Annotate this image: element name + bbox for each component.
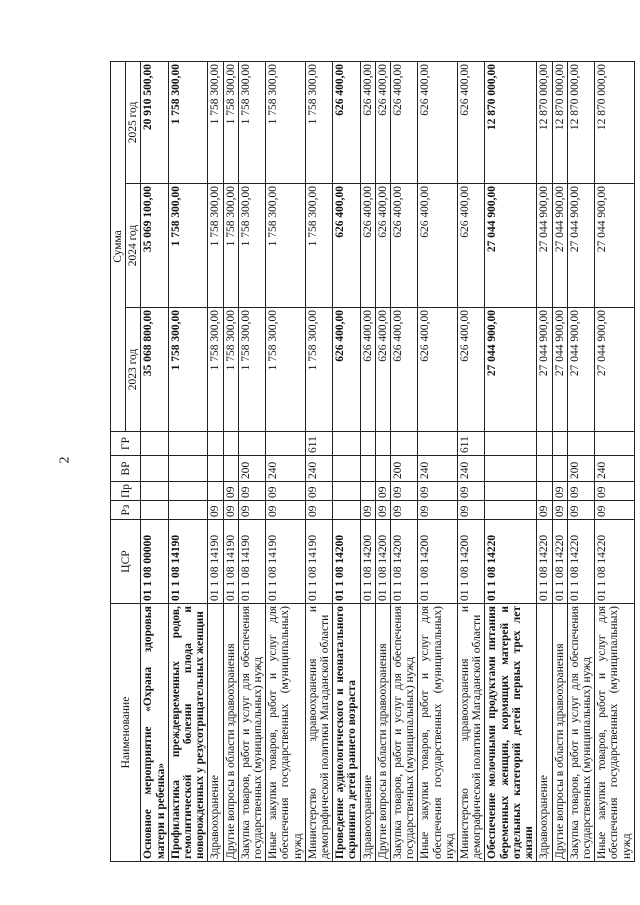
row-vr-cell: 200 [391,456,418,482]
header-name: Наименование [111,604,141,862]
row-gr-cell [391,432,418,456]
row-sum-2023-cell: 1 758 300,00 [208,308,223,432]
row-csr-cell: 01 1 08 14220 [537,520,552,604]
row-sum-2025-cell: 1 758 300,00 [305,61,332,183]
row-gr-cell [238,432,265,456]
row-sum-2024-cell: 1 758 300,00 [208,184,223,308]
row-name-cell: Закупка товаров, работ и услуг для обеспечения государственных (муниципальных) нужд [238,604,265,862]
row-rz-cell: 09 [266,501,306,520]
row-sum-2023-cell: 27 044 900,00 [567,308,594,432]
table-row [333,61,360,861]
row-sum-2025-cell: 1 758 300,00 [266,61,306,183]
row-sum-2024-cell: 35 069 100,00 [141,184,168,308]
row-csr-cell: 01 1 08 14190 [223,520,238,604]
row-name-cell: Профилактика преждевременных родов, гемолитической болезни плода и новорожденных у резусотрицательных женщин [168,604,208,862]
row-csr-cell: 01 1 08 14190 [305,520,332,604]
row-pr-cell: 09 [567,482,594,501]
table-row [552,61,567,861]
table-row [485,61,537,861]
row-vr-cell: 240 [418,456,458,482]
row-sum-2025-cell: 626 400,00 [418,61,458,183]
table-row [208,61,223,861]
row-sum-2025-cell: 1 758 300,00 [223,61,238,183]
row-vr-cell [360,456,375,482]
row-sum-2024-cell: 1 758 300,00 [223,184,238,308]
header-gr: ГР [111,432,141,456]
table-row [375,61,390,861]
row-sum-2023-cell: 626 400,00 [391,308,418,432]
row-gr-cell [168,432,208,456]
header-csr: ЦСР [111,520,141,604]
row-vr-cell: 240 [305,456,332,482]
row-name-cell: Министерство здравоохранения и демографической политики Магаданской области [305,604,332,862]
row-gr-cell [567,432,594,456]
row-csr-cell: 01 1 08 14190 [168,520,208,604]
row-gr-cell [485,432,537,456]
header-pr: Пр [111,482,141,501]
row-gr-cell [537,432,552,456]
row-vr-cell: 200 [238,456,265,482]
row-sum-2023-cell: 27 044 900,00 [485,308,537,432]
row-pr-cell [333,482,360,501]
row-rz-cell: 09 [391,501,418,520]
row-pr-cell: 09 [266,482,306,501]
row-name-cell: Здравоохранение [208,604,223,862]
row-name-cell: Здравоохранение [537,604,552,862]
row-csr-cell: 01 1 08 14200 [375,520,390,604]
row-sum-2025-cell: 626 400,00 [391,61,418,183]
row-pr-cell: 09 [595,482,635,501]
row-rz-cell [333,501,360,520]
row-rz-cell: 09 [418,501,458,520]
row-name-cell: Обеспечение молочными продуктами питания беременных женщин, кормящих матерей и отдельных категорий детей первых трех лет жизни [485,604,537,862]
row-vr-cell [168,456,208,482]
row-name-cell: Здравоохранение [360,604,375,862]
row-csr-cell: 01 1 08 14200 [333,520,360,604]
row-pr-cell: 09 [552,482,567,501]
table-row [223,61,238,861]
row-sum-2025-cell: 12 870 000,00 [537,61,552,183]
row-sum-2024-cell: 626 400,00 [375,184,390,308]
row-sum-2024-cell: 626 400,00 [458,184,485,308]
row-gr-cell [333,432,360,456]
row-csr-cell: 01 1 08 14200 [418,520,458,604]
row-rz-cell: 09 [458,501,485,520]
row-name-cell: Иные закупки товаров, работ и услуг для обеспечения государственных (муниципальных) нужд [595,604,635,862]
row-sum-2024-cell: 1 758 300,00 [266,184,306,308]
row-sum-2024-cell: 626 400,00 [360,184,375,308]
row-gr-cell [223,432,238,456]
row-vr-cell [223,456,238,482]
row-gr-cell [266,432,306,456]
row-sum-2023-cell: 626 400,00 [458,308,485,432]
row-gr-cell [552,432,567,456]
row-pr-cell [208,482,223,501]
row-sum-2025-cell: 626 400,00 [375,61,390,183]
row-rz-cell: 09 [552,501,567,520]
row-sum-2023-cell: 27 044 900,00 [595,308,635,432]
row-csr-cell: 01 1 08 14220 [552,520,567,604]
row-pr-cell: 09 [238,482,265,501]
table-row [567,61,594,861]
row-rz-cell: 09 [208,501,223,520]
row-rz-cell: 09 [595,501,635,520]
row-sum-2024-cell: 27 044 900,00 [595,184,635,308]
row-rz-cell [168,501,208,520]
row-sum-2024-cell: 626 400,00 [333,184,360,308]
row-pr-cell [141,482,168,501]
row-sum-2024-cell: 27 044 900,00 [552,184,567,308]
row-sum-2025-cell: 12 870 000,00 [595,61,635,183]
row-sum-2024-cell: 626 400,00 [391,184,418,308]
table-row [537,61,552,861]
row-rz-cell [141,501,168,520]
row-name-cell: Другие вопросы в области здравоохранения [552,604,567,862]
row-name-cell: Другие вопросы в области здравоохранения [375,604,390,862]
row-pr-cell: 09 [375,482,390,501]
row-vr-cell [537,456,552,482]
row-sum-2025-cell: 1 758 300,00 [208,61,223,183]
row-gr-cell: 611 [458,432,485,456]
row-rz-cell: 09 [537,501,552,520]
table-row [418,61,458,861]
row-rz-cell: 09 [375,501,390,520]
row-pr-cell [168,482,208,501]
header-year-2024: 2024 год [126,184,141,308]
page-number: 2 [57,456,73,464]
row-pr-cell: 09 [418,482,458,501]
row-sum-2025-cell: 626 400,00 [333,61,360,183]
row-vr-cell: 240 [266,456,306,482]
row-sum-2025-cell: 1 758 300,00 [238,61,265,183]
row-gr-cell [360,432,375,456]
row-sum-2025-cell: 12 870 000,00 [567,61,594,183]
row-sum-2023-cell: 626 400,00 [418,308,458,432]
header-year-2023: 2023 год [126,308,141,432]
row-pr-cell: 09 [391,482,418,501]
row-vr-cell [552,456,567,482]
table-row [458,61,485,861]
row-name-cell: Другие вопросы в области здравоохранения [223,604,238,862]
row-sum-2023-cell: 626 400,00 [360,308,375,432]
row-name-cell: Проведение аудиологического и неонатального скрининга детей раннего возраста [333,604,360,862]
table-body [141,61,634,861]
header-sum: Сумма [111,61,126,431]
row-sum-2023-cell: 1 758 300,00 [266,308,306,432]
row-name-cell: Закупка товаров, работ и услуг для обеспечения государственных (муниципальных) нужд [567,604,594,862]
header-rz: Рз [111,501,141,520]
row-sum-2023-cell: 626 400,00 [375,308,390,432]
row-csr-cell: 01 1 08 14220 [485,520,537,604]
table-row [168,61,208,861]
table-row [391,61,418,861]
row-vr-cell [485,456,537,482]
row-csr-cell: 01 1 08 00000 [141,520,168,604]
row-pr-cell: 09 [223,482,238,501]
row-name-cell: Иные закупки товаров, работ и услуг для обеспечения государственных (муниципальных) нужд [418,604,458,862]
row-sum-2024-cell: 626 400,00 [418,184,458,308]
row-gr-cell [208,432,223,456]
row-sum-2023-cell: 1 758 300,00 [168,308,208,432]
row-vr-cell [141,456,168,482]
rotated-table-container [110,62,635,862]
row-csr-cell: 01 1 08 14200 [391,520,418,604]
row-vr-cell [208,456,223,482]
table-row [360,61,375,861]
row-sum-2024-cell: 1 758 300,00 [168,184,208,308]
row-pr-cell [485,482,537,501]
table-header [111,61,141,861]
row-csr-cell: 01 1 08 14220 [567,520,594,604]
row-csr-cell: 01 1 08 14190 [238,520,265,604]
row-gr-cell: 611 [305,432,332,456]
row-name-cell: Закупка товаров, работ и услуг для обеспечения государственных (муниципальных) нужд [391,604,418,862]
row-sum-2024-cell: 27 044 900,00 [567,184,594,308]
table-row [141,61,168,861]
row-rz-cell: 09 [567,501,594,520]
row-sum-2025-cell: 12 870 000,00 [485,61,537,183]
row-sum-2024-cell: 1 758 300,00 [305,184,332,308]
row-csr-cell: 01 1 08 14190 [208,520,223,604]
row-sum-2025-cell: 1 758 300,00 [168,61,208,183]
row-sum-2023-cell: 1 758 300,00 [223,308,238,432]
row-vr-cell: 240 [595,456,635,482]
row-csr-cell: 01 1 08 14190 [266,520,306,604]
row-csr-cell: 01 1 08 14200 [458,520,485,604]
table-row [238,61,265,861]
table-row [266,61,306,861]
row-sum-2023-cell: 626 400,00 [333,308,360,432]
row-rz-cell [485,501,537,520]
row-gr-cell [595,432,635,456]
row-sum-2023-cell: 1 758 300,00 [305,308,332,432]
row-gr-cell [375,432,390,456]
row-csr-cell: 01 1 08 14220 [595,520,635,604]
row-sum-2024-cell: 27 044 900,00 [537,184,552,308]
table-row [595,61,635,861]
row-name-cell: Основное мероприятие «Охрана здоровья матери и ребенка» [141,604,168,862]
row-sum-2025-cell: 626 400,00 [360,61,375,183]
row-name-cell: Министерство здравоохранения и демографической политики Магаданской области [458,604,485,862]
table-row [305,61,332,861]
row-pr-cell [537,482,552,501]
row-gr-cell [141,432,168,456]
row-vr-cell: 240 [458,456,485,482]
row-sum-2025-cell: 12 870 000,00 [552,61,567,183]
row-csr-cell: 01 1 08 14200 [360,520,375,604]
row-sum-2025-cell: 626 400,00 [458,61,485,183]
row-rz-cell: 09 [238,501,265,520]
row-pr-cell [360,482,375,501]
row-rz-cell: 09 [223,501,238,520]
budget-table [110,61,635,862]
row-pr-cell: 09 [458,482,485,501]
row-pr-cell: 09 [305,482,332,501]
row-name-cell: Иные закупки товаров, работ и услуг для обеспечения государственных (муниципальных) нужд [266,604,306,862]
row-vr-cell [333,456,360,482]
header-year-2025: 2025 год [126,61,141,183]
row-sum-2024-cell: 27 044 900,00 [485,184,537,308]
row-rz-cell: 09 [360,501,375,520]
row-sum-2023-cell: 1 758 300,00 [238,308,265,432]
row-rz-cell: 09 [305,501,332,520]
row-sum-2023-cell: 27 044 900,00 [537,308,552,432]
row-gr-cell [418,432,458,456]
row-vr-cell: 200 [567,456,594,482]
row-sum-2023-cell: 35 068 800,00 [141,308,168,432]
row-vr-cell [375,456,390,482]
header-vr: ВР [111,456,141,482]
row-sum-2023-cell: 27 044 900,00 [552,308,567,432]
row-sum-2024-cell: 1 758 300,00 [238,184,265,308]
row-sum-2025-cell: 20 910 500,00 [141,61,168,183]
